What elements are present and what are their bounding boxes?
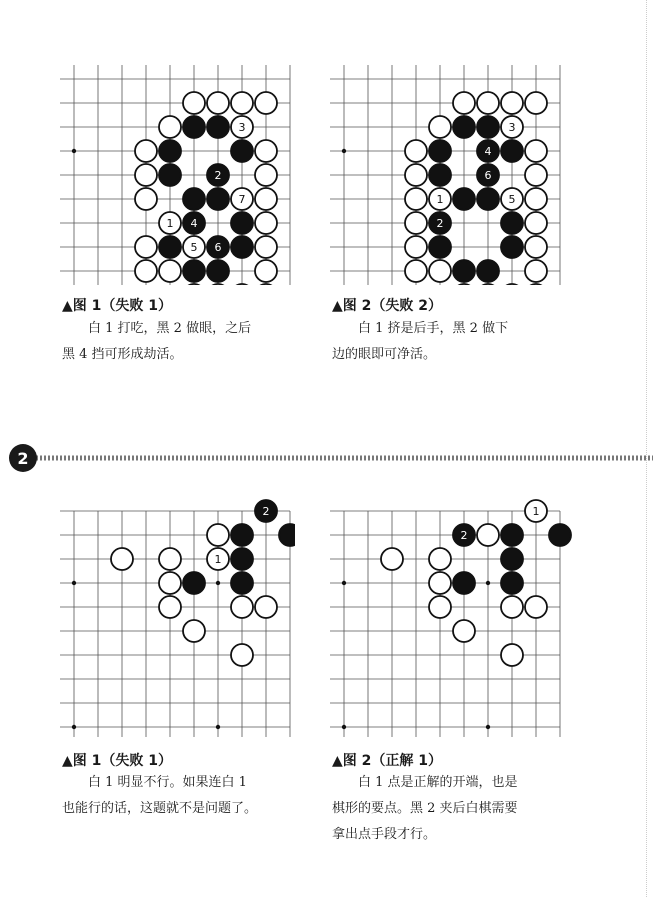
black-stone bbox=[207, 260, 229, 282]
move-number-label: 4 bbox=[484, 145, 492, 158]
move-number-label: 1 bbox=[166, 217, 174, 230]
caption-title-top-right: ▲图 2（失败 2） bbox=[332, 298, 442, 314]
white-stone bbox=[525, 92, 547, 114]
white-stone bbox=[429, 260, 451, 282]
black-stone bbox=[231, 236, 253, 258]
black-stone bbox=[159, 140, 181, 162]
black-stone bbox=[207, 188, 229, 210]
white-stone bbox=[255, 260, 277, 282]
star-point bbox=[486, 581, 490, 585]
black-stone bbox=[501, 548, 523, 570]
white-stone bbox=[405, 164, 427, 186]
move-number-label: 6 bbox=[484, 169, 492, 182]
white-stone bbox=[477, 524, 499, 546]
white-stone bbox=[135, 188, 157, 210]
black-stone bbox=[453, 260, 475, 282]
section-number-badge: 2 bbox=[9, 444, 37, 472]
white-stone bbox=[405, 236, 427, 258]
white-stone bbox=[429, 596, 451, 618]
black-stone bbox=[231, 572, 253, 594]
black-stone bbox=[231, 212, 253, 234]
white-stone bbox=[453, 284, 475, 285]
white-stone bbox=[255, 164, 277, 186]
move-number-label: 3 bbox=[508, 121, 516, 134]
black-stone bbox=[477, 260, 499, 282]
black-stone bbox=[231, 140, 253, 162]
caption-line: 白 1 挤是后手，黑 2 做下 bbox=[358, 321, 509, 336]
white-stone bbox=[183, 92, 205, 114]
white-stone bbox=[525, 188, 547, 210]
black-stone bbox=[183, 188, 205, 210]
black-stone bbox=[501, 524, 523, 546]
star-point bbox=[342, 149, 346, 153]
caption-body-top-left bbox=[62, 316, 294, 368]
white-stone bbox=[159, 548, 181, 570]
star-point bbox=[486, 725, 490, 729]
white-stone bbox=[429, 572, 451, 594]
go-board-bottom-right bbox=[330, 498, 575, 740]
star-point bbox=[216, 725, 220, 729]
white-stone bbox=[183, 620, 205, 642]
move-number-label: 7 bbox=[238, 193, 246, 206]
move-number-label: 3 bbox=[238, 121, 246, 134]
white-stone bbox=[135, 236, 157, 258]
white-stone bbox=[111, 548, 133, 570]
white-stone bbox=[159, 116, 181, 138]
white-stone bbox=[135, 140, 157, 162]
black-stone bbox=[477, 188, 499, 210]
black-stone bbox=[279, 524, 295, 546]
star-point bbox=[72, 725, 76, 729]
black-stone bbox=[453, 116, 475, 138]
white-stone bbox=[231, 92, 253, 114]
move-number-label: 6 bbox=[214, 241, 222, 254]
white-stone bbox=[525, 236, 547, 258]
white-stone bbox=[231, 284, 253, 285]
black-stone bbox=[183, 572, 205, 594]
white-stone bbox=[525, 284, 547, 285]
black-stone bbox=[231, 524, 253, 546]
move-number-label: 1 bbox=[532, 505, 540, 518]
caption-body-top-right bbox=[332, 316, 564, 368]
white-stone bbox=[525, 260, 547, 282]
black-stone bbox=[501, 140, 523, 162]
white-stone bbox=[207, 524, 229, 546]
black-stone bbox=[453, 572, 475, 594]
white-stone bbox=[453, 620, 475, 642]
white-stone bbox=[159, 260, 181, 282]
caption-title-bottom-right: ▲图 2（正解 1） bbox=[332, 753, 442, 769]
move-number-label: 2 bbox=[262, 505, 270, 518]
move-number-label: 2 bbox=[436, 217, 444, 230]
white-stone bbox=[255, 284, 277, 285]
white-stone bbox=[231, 644, 253, 666]
white-stone bbox=[405, 140, 427, 162]
white-stone bbox=[429, 116, 451, 138]
black-stone bbox=[159, 164, 181, 186]
white-stone bbox=[429, 548, 451, 570]
white-stone bbox=[501, 644, 523, 666]
move-number-label: 4 bbox=[190, 217, 198, 230]
caption-title-top-left: ▲图 1（失败 1） bbox=[62, 298, 172, 314]
white-stone bbox=[231, 596, 253, 618]
white-stone bbox=[405, 260, 427, 282]
caption-title-bottom-left: ▲图 1（失败 1） bbox=[62, 753, 172, 769]
white-stone bbox=[453, 92, 475, 114]
page-edge-rule bbox=[646, 0, 648, 897]
caption-line: 边的眼即可净活。 bbox=[332, 347, 437, 362]
black-stone bbox=[231, 548, 253, 570]
white-stone bbox=[255, 236, 277, 258]
black-stone bbox=[159, 236, 181, 258]
white-stone bbox=[207, 284, 229, 285]
star-point bbox=[216, 581, 220, 585]
caption-line: 白 1 点是正解的开端，也是 bbox=[358, 775, 518, 790]
white-stone bbox=[477, 284, 499, 285]
black-stone bbox=[549, 524, 571, 546]
white-stone bbox=[501, 284, 523, 285]
black-stone bbox=[183, 116, 205, 138]
section-divider bbox=[0, 449, 653, 467]
black-stone bbox=[429, 140, 451, 162]
black-stone bbox=[429, 164, 451, 186]
black-stone bbox=[429, 236, 451, 258]
star-point bbox=[72, 149, 76, 153]
white-stone bbox=[255, 188, 277, 210]
caption-line: 白 1 明显不行。如果连白 1 bbox=[88, 775, 247, 790]
white-stone bbox=[477, 92, 499, 114]
go-board-bottom-left bbox=[60, 498, 295, 740]
star-point bbox=[342, 725, 346, 729]
white-stone bbox=[525, 164, 547, 186]
white-stone bbox=[159, 596, 181, 618]
white-stone bbox=[135, 260, 157, 282]
white-stone bbox=[405, 212, 427, 234]
caption-line: 黑 4 挡可形成劫活。 bbox=[62, 347, 183, 362]
white-stone bbox=[501, 596, 523, 618]
white-stone bbox=[207, 92, 229, 114]
move-number-label: 2 bbox=[460, 529, 468, 542]
black-stone bbox=[207, 116, 229, 138]
move-number-label: 5 bbox=[508, 193, 516, 206]
white-stone bbox=[525, 596, 547, 618]
black-stone bbox=[477, 116, 499, 138]
white-stone bbox=[183, 284, 205, 285]
caption-line: 拿出点手段才行。 bbox=[332, 827, 437, 842]
go-board-top-right bbox=[330, 55, 565, 285]
caption-body-bottom-right bbox=[332, 770, 564, 848]
black-stone bbox=[501, 212, 523, 234]
black-stone bbox=[183, 260, 205, 282]
star-point bbox=[72, 581, 76, 585]
caption-line: 也能行的话，这题就不是问题了。 bbox=[62, 801, 258, 816]
white-stone bbox=[381, 548, 403, 570]
move-number-label: 1 bbox=[436, 193, 444, 206]
white-stone bbox=[501, 92, 523, 114]
white-stone bbox=[405, 188, 427, 210]
star-point bbox=[342, 581, 346, 585]
go-board-top-left bbox=[60, 55, 295, 285]
white-stone bbox=[135, 164, 157, 186]
white-stone bbox=[255, 140, 277, 162]
move-number-label: 5 bbox=[190, 241, 198, 254]
move-number-label: 1 bbox=[214, 553, 222, 566]
white-stone bbox=[255, 92, 277, 114]
white-stone bbox=[255, 596, 277, 618]
black-stone bbox=[501, 236, 523, 258]
black-stone bbox=[501, 572, 523, 594]
move-number-label: 2 bbox=[214, 169, 222, 182]
caption-line: 白 1 打吃，黑 2 做眼，之后 bbox=[88, 321, 252, 336]
white-stone bbox=[525, 140, 547, 162]
black-stone bbox=[453, 188, 475, 210]
caption-line: 棋形的要点。黑 2 夹后白棋需要 bbox=[332, 801, 518, 816]
white-stone bbox=[159, 572, 181, 594]
white-stone bbox=[525, 212, 547, 234]
caption-body-bottom-left bbox=[62, 770, 294, 822]
white-stone bbox=[255, 212, 277, 234]
